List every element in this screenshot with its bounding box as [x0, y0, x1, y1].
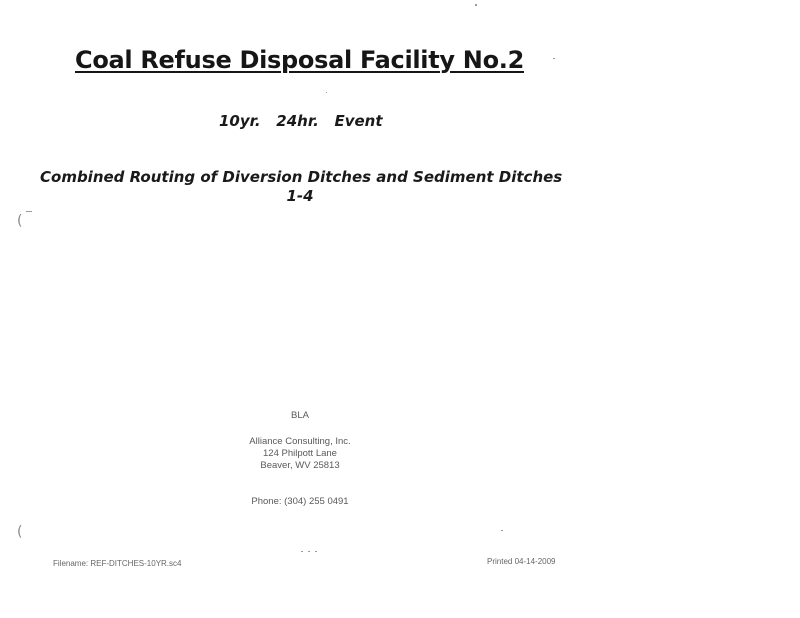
scan-speck [308, 551, 310, 552]
scan-speck [301, 551, 303, 552]
document-title: Coal Refuse Disposal Facility No.2 [75, 46, 524, 74]
scan-speck [501, 530, 503, 531]
scan-hole-mark-bottom: ( [17, 524, 23, 540]
company-street: 124 Philpott Lane [263, 448, 337, 459]
scan-hole-mark-top: ( [17, 213, 23, 229]
subtitle-line-1: Combined Routing of Diversion Ditches and Sediment Ditches [40, 168, 563, 186]
document-subtitle [40, 168, 563, 206]
scan-speck [326, 92, 327, 93]
company-city: Beaver, WV 25813 [260, 460, 340, 471]
company-block [230, 410, 370, 508]
company-phone: Phone: (304) 255 0491 [251, 496, 349, 507]
company-short-name: BLA [291, 410, 309, 421]
footer-filename: Filename: REF-DITCHES-10YR.sc4 [53, 559, 182, 568]
scan-speck [315, 551, 317, 552]
scan-speck [553, 58, 555, 59]
subtitle-line-2: 1-4 [286, 187, 314, 205]
scan-speck [475, 4, 477, 6]
footer-printed-date: Printed 04-14-2009 [487, 557, 556, 566]
company-name: Alliance Consulting, Inc. [249, 436, 351, 447]
storm-event-label: 10yr. 24hr. Event [219, 112, 383, 130]
scan-speck [26, 211, 32, 212]
